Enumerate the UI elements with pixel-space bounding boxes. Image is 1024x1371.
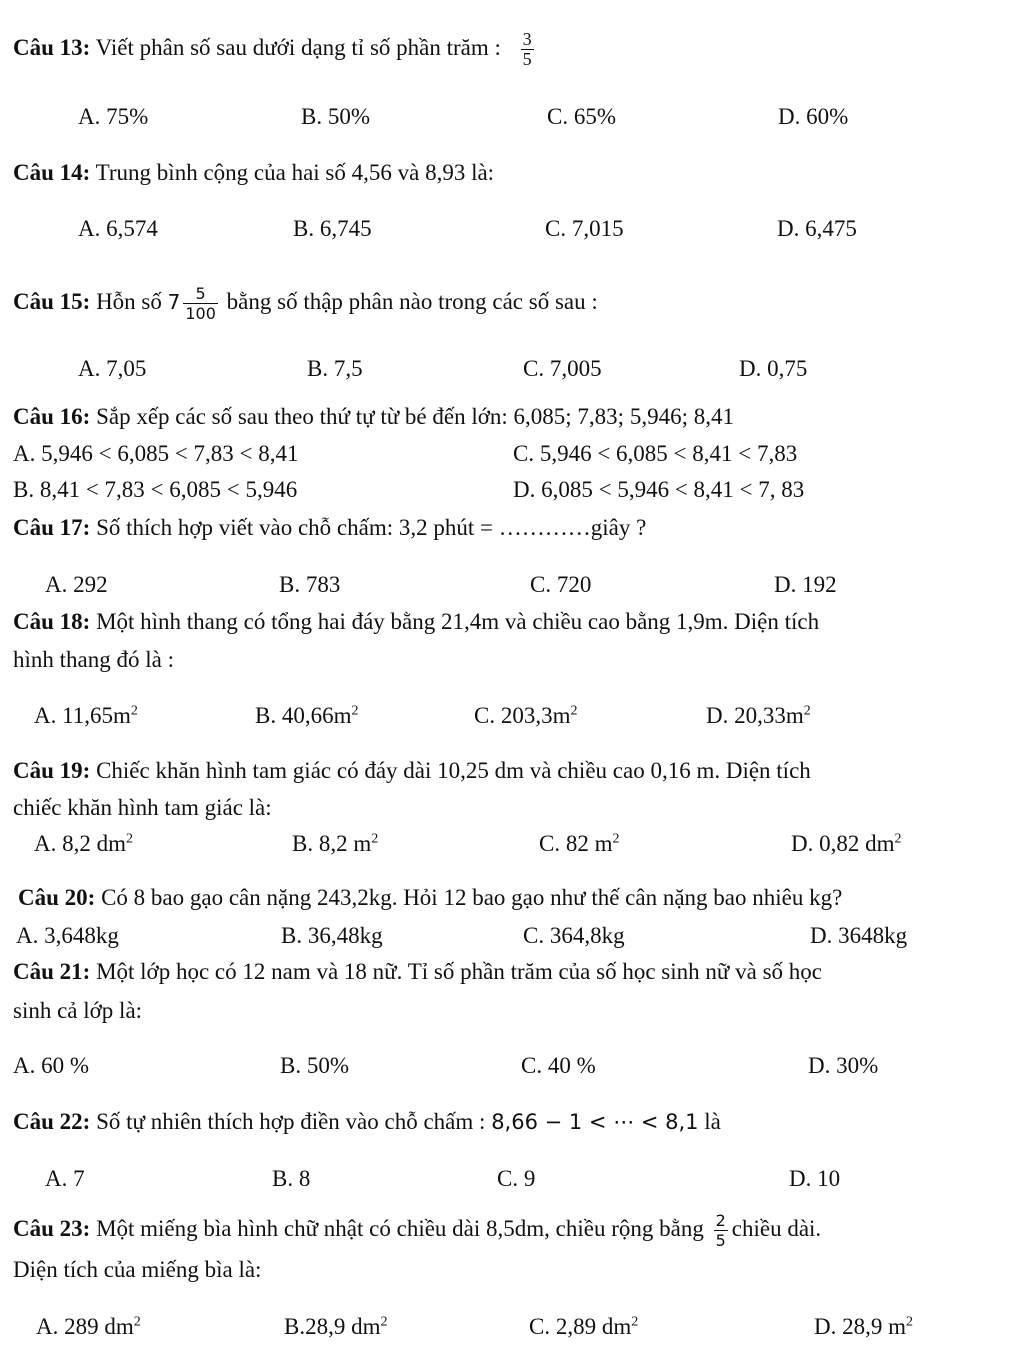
- question-18-line2: hình thang đó là :: [13, 647, 174, 672]
- option-d[interactable]: D. 0,75: [739, 356, 808, 381]
- option-d[interactable]: D. 3648kg: [810, 923, 908, 948]
- question-text: Hỗn số: [96, 288, 168, 314]
- option-c[interactable]: C. 82 $m^2$: [539, 831, 620, 856]
- option-c[interactable]: C. 9: [497, 1166, 536, 1191]
- option-c[interactable]: C. 40 %: [521, 1053, 596, 1078]
- option-d[interactable]: D. 192: [774, 572, 837, 597]
- question-number: Câu 18:: [13, 609, 91, 634]
- option-c[interactable]: C. 7,015: [545, 216, 624, 241]
- option-d[interactable]: D. 0,82 $dm^2$: [791, 831, 902, 856]
- question-23-line2: Diện tích của miếng bìa là:: [13, 1257, 262, 1282]
- option-c[interactable]: C. 5,946 < 6,085 < 8,41 < 7,83: [513, 441, 798, 466]
- option-a[interactable]: A. 289 $dm^2$: [36, 1314, 141, 1339]
- question-text-cont: chiều dài.: [731, 1215, 822, 1241]
- question-text: Có 8 bao gạo cân nặng 243,2kg. Hỏi 12 bao gạo như thế cân nặng bao nhiêu kg?: [101, 885, 843, 910]
- option-a[interactable]: A. $11,65m^2$: [34, 703, 138, 728]
- question-text: Trung bình cộng của hai số 4,56 và 8,93 là:: [95, 160, 495, 185]
- option-b[interactable]: B. $40,66m^2$: [255, 703, 359, 728]
- question-22: [13, 1108, 721, 1136]
- question-16: [13, 403, 734, 431]
- option-b[interactable]: B. 36,48kg: [281, 923, 383, 948]
- question-15: [13, 284, 598, 323]
- question-text: Số thích hợp viết vào chỗ chấm: 3,2 phút = …………giây ?: [96, 515, 647, 540]
- question-number: Câu 17:: [13, 515, 91, 540]
- option-c[interactable]: C. $203,3m^2$: [474, 703, 578, 728]
- question-14: [13, 159, 494, 187]
- question-19: [13, 757, 811, 785]
- option-a[interactable]: A. 7: [45, 1166, 85, 1191]
- question-number: Câu 16:: [13, 404, 91, 429]
- question-21: [13, 958, 822, 986]
- question-text-cont: bằng số thập phân nào trong các số sau :: [220, 288, 598, 314]
- option-b[interactable]: B. 8,41 < 7,83 < 6,085 < 5,946: [13, 477, 298, 502]
- question-text: Một lớp học có 12 nam và 18 nữ. Tỉ số phần trăm của số học sinh nữ và số học: [96, 959, 822, 984]
- question-13: [13, 30, 537, 69]
- question-23: [13, 1211, 821, 1250]
- fraction: $\frac{3}{5}$: [522, 29, 532, 69]
- question-number: Câu 15:: [13, 288, 91, 314]
- question-number: Câu 14:: [13, 160, 91, 185]
- question-number: Câu 21:: [13, 959, 91, 984]
- option-c[interactable]: C. 720: [530, 572, 592, 597]
- question-text: Sắp xếp các số sau theo thứ tự từ bé đến lớn: 6,085; 7,83; 5,946; 8,41: [96, 404, 734, 429]
- option-c[interactable]: C. 2,89 $dm^2$: [529, 1314, 639, 1339]
- option-d[interactable]: D. 10: [789, 1166, 841, 1191]
- option-b[interactable]: B. 783: [279, 572, 341, 597]
- option-d[interactable]: D. 6,085 < 5,946 < 8,41 < 7, 83: [513, 477, 805, 502]
- option-d[interactable]: D. $20,33m^2$: [706, 703, 811, 728]
- question-number: Câu 22:: [13, 1109, 91, 1134]
- option-b[interactable]: B. 8: [272, 1166, 311, 1191]
- option-a[interactable]: A. 292: [45, 572, 108, 597]
- question-number: Câu 23:: [13, 1215, 91, 1241]
- option-b[interactable]: B. 8,2 $m^2$: [292, 831, 379, 856]
- question-text: Số tự nhiên thích hợp điền vào chỗ chấm :: [96, 1109, 492, 1134]
- option-c[interactable]: C. 65%: [547, 104, 616, 129]
- option-a[interactable]: A. 8,2 $dm^2$: [34, 831, 133, 856]
- question-text: Viết phân số sau dưới dạng tỉ số phần trăm :: [95, 34, 501, 60]
- option-a[interactable]: A. 6,574: [78, 216, 158, 241]
- option-b[interactable]: B. 50%: [280, 1053, 349, 1078]
- option-a[interactable]: A. 3,648kg: [16, 923, 119, 948]
- option-d[interactable]: D. 6,475: [777, 216, 857, 241]
- option-b[interactable]: B. 50%: [301, 104, 370, 129]
- math-expression: 8,66 − 1 < ⋯ < 8,1: [491, 1110, 699, 1134]
- question-18: [13, 608, 819, 636]
- question-text: Một miếng bìa hình chữ nhật có chiều dài 8,5dm, chiều rộng bằng: [96, 1215, 710, 1241]
- option-b[interactable]: B. 6,745: [293, 216, 372, 241]
- question-number: Câu 13:: [13, 34, 91, 60]
- option-d[interactable]: D. 30%: [808, 1053, 879, 1078]
- question-number: Câu 20:: [18, 885, 96, 910]
- question-number: Câu 19:: [13, 758, 91, 783]
- option-a[interactable]: A. 75%: [78, 104, 149, 129]
- question-21-line2: sinh cả lớp là:: [13, 998, 143, 1023]
- option-b[interactable]: B.28,9 $dm^2$: [284, 1314, 388, 1339]
- mixed-number-whole: 7: [167, 289, 181, 314]
- fraction: $\frac{2}{5}$: [715, 1211, 726, 1250]
- question-20: [18, 884, 842, 912]
- option-d[interactable]: D. 60%: [778, 104, 849, 129]
- option-c[interactable]: C. 7,005: [523, 356, 602, 381]
- option-a[interactable]: A. 60 %: [13, 1053, 90, 1078]
- question-text-cont: là: [698, 1109, 721, 1134]
- option-a[interactable]: A. 7,05: [78, 356, 147, 381]
- question-17: [13, 514, 646, 542]
- option-a[interactable]: A. 5,946 < 6,085 < 7,83 < 8,41: [13, 441, 299, 466]
- option-d[interactable]: D. 28,9 $m^2$: [814, 1314, 913, 1339]
- question-text: Chiếc khăn hình tam giác có đáy dài 10,25 dm và chiều cao 0,16 m. Diện tích: [96, 758, 811, 783]
- question-text: Một hình thang có tổng hai đáy bằng 21,4m và chiều cao bằng 1,9m. Diện tích: [96, 609, 820, 634]
- option-b[interactable]: B. 7,5: [307, 356, 363, 381]
- question-19-line2: chiếc khăn hình tam giác là:: [13, 795, 272, 820]
- fraction: $\frac{5}{100}$: [185, 284, 216, 323]
- option-c[interactable]: C. 364,8kg: [523, 923, 625, 948]
